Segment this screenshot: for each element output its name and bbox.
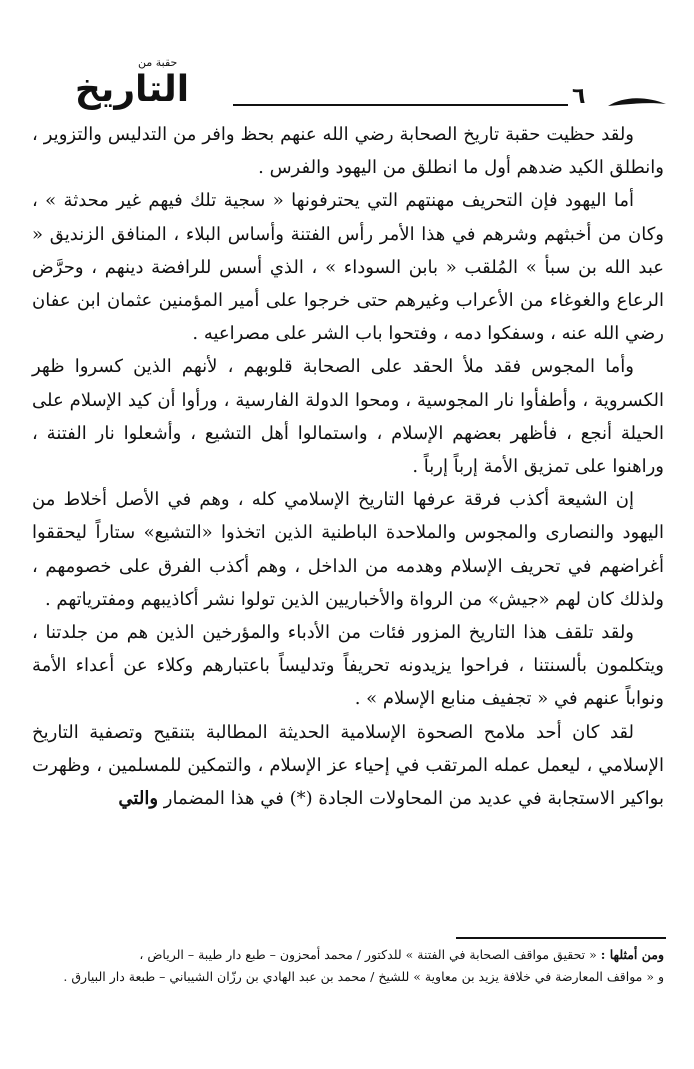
body-text [32, 118, 664, 815]
page-header [28, 58, 668, 118]
footnote-line-2: و « مواقف المعارضة في خلافة يزيد بن معاوية » للشيخ / محمد بن عبد الهادي بن رزّان الشيباني – طبعة دار البيارق . [63, 969, 664, 984]
paragraph-1: ولقد حظيت حقبة تاريخ الصحابة رضي الله عنهم بحظ وافر من التدليس والتزوير ، وانطلق الكيد ضدهم أول ما انطلق من اليهود والفرس . [32, 124, 664, 179]
header-rule [233, 104, 568, 106]
footnote [32, 944, 664, 988]
logo-title: التاريخ [74, 69, 190, 110]
footnote-label: ومن أمثلها : [600, 947, 664, 962]
paragraph-2: أما اليهود فإن التحريف مهنتهم التي يحترفونها « سجية تلك فيهم غير محدثة » ، وكان من أخبثهم وشرهم في هذا الأمر رأس الفتنة وأساس البلاء ، المنافق الزنديق « عبد الله بن سبأ » المُلقب « بابن السوداء » ، الذي أسس للرافضة دينهم ، وحرَّض الرعاع والغوغاء من الأعراب وغيرهم حتى خرجوا على أمير المؤمنين عثمان ابن عفان رضي الله عنه ، وسفكوا دمه ، وفتحوا باب الشر على مصراعيه . [32, 190, 664, 345]
paragraph-4: إن الشيعة أكذب فرقة عرفها التاريخ الإسلامي كله ، وهم في الأصل أخلاط من اليهود والنصارى والمجوس والملاحدة الباطنية الذين اتخذوا «التشيع» ستاراً ليحققوا أغراضهم في تحريف الإسلام وهدمه من الداخل ، وهم أكذب الفرق على خصومهم ، ولذلك كان لهم «جيش» من الرواة والأخباريين الذين تولوا نشر أكاذيبهم ومفترياتهم . [32, 489, 664, 610]
book-title-logo [30, 58, 230, 116]
paragraph-6-last-word: والتي [118, 788, 159, 810]
logo-subtitle: حقبة من [138, 56, 178, 69]
paragraph-5: ولقد تلقف هذا التاريخ المزور فئات من الأدباء والمؤرخين الذين هم من جلدتنا ، ويتكلمون بألسنتنا ، فراحوا يزيدونه تحريفاً وتدليساً باعتبارهم وكلاء عن أعداء الأمة ونواباً عنهم في « تجفيف منابع الإسلام » . [32, 622, 664, 710]
page-number: ٦ [572, 84, 586, 109]
header-flourish-icon [606, 94, 668, 114]
footnote-divider [456, 937, 666, 939]
footnote-text-1: « تحقيق مواقف الصحابة في الفتنة » للدكتور / محمد أمحزون – طبع دار طيبة – الرياض ، [139, 947, 597, 962]
paragraph-6-text: لقد كان أحد ملامح الصحوة الإسلامية الحديثة المطالبة بتنقيح وتصفية التاريخ الإسلامي ، ليعمل عمله المرتقب في إحياء عز الإسلام ، والتمكين للمسلمين ، وظهرت بواكير الاستجابة في عديد من المحاولات الجادة (*) في هذا المضمار [32, 721, 664, 810]
paragraph-6 [32, 716, 664, 816]
footnote-line-1 [32, 944, 664, 966]
paragraph-3: وأما المجوس فقد ملأ الحقد على الصحابة قلوبهم ، لأنهم الذين كسروا ظهر الكسروية ، وأطفأوا نار المجوسية ، ومحوا الدولة الفارسية ، ورأوا أن كيد الإسلام على الحيلة أنجع ، فأظهر بعضهم الإسلام ، واستمالوا أهل التشيع ، وأشعلوا نار الفتنة ، وراهنوا على تمزيق الأمة إرباً إرباً . [32, 356, 664, 478]
